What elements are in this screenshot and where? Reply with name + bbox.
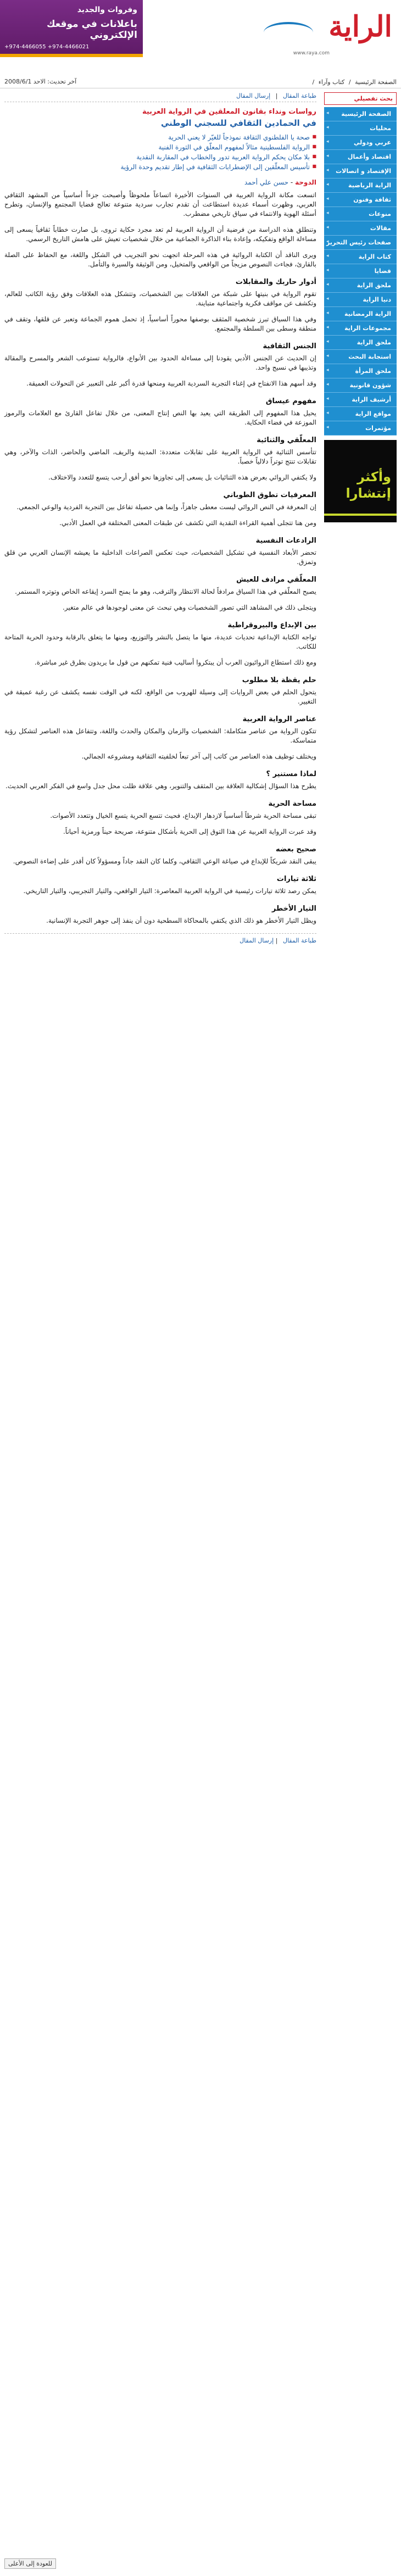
sidebar-menu [324, 107, 397, 436]
sidebar [324, 92, 397, 522]
sidebar-item-groups[interactable]: ◂ مجموعات الراية [324, 321, 397, 336]
section-title: الجنس الثقافية [263, 342, 316, 350]
breadcrumb-separator: / [348, 78, 351, 86]
sidebar-item-culture[interactable]: ◂ ثقافة وفنون [324, 193, 397, 207]
section-paragraph: يحيل هذا المفهوم إلى الطريقة التي يعيد بها النص إنتاج المعنى، من خلال تفاعل القارئ مع العلامات والرموز الموزعة في فضاء الحكاية. [4, 409, 316, 426]
sidebar-ad-text [346, 469, 391, 501]
article-summary [4, 133, 316, 171]
article-sections [4, 278, 316, 925]
sidebar-advertisement[interactable] [324, 440, 397, 522]
advanced-search-link[interactable]: بحث تفصيلي [324, 92, 397, 105]
section-paragraph: إن المعرفة في النص الروائي ليست معطى جاهزاً، وإنما هي حصيلة تفاعل بين التجربة الفردية والوعي الجمعي. [16, 503, 316, 511]
section-title: بين الإبداع والبيروقراطية [227, 621, 316, 629]
print-article-button[interactable]: طباعة المقال [282, 92, 316, 99]
sidebar-item-economy[interactable]: ◂ اقتصاد وأعمال [324, 150, 397, 164]
sidebar-item-articles[interactable]: ◂ مقالات [324, 221, 397, 236]
sidebar-ad-line-2: إنتشارا [346, 486, 391, 501]
byline-author[interactable]: حسن علي أحمد [244, 179, 289, 186]
section-paragraph: تحضر الأبعاد النفسية في تشكيل الشخصيات، حيث تعكس الصراعات الداخلية ما يعيشه الإنسان العربي من قلق وتمزق. [4, 549, 316, 566]
sidebar-item-issues[interactable]: ◂ قضايا [324, 264, 397, 278]
article-toolbar [4, 92, 316, 102]
section-title: المعلّقي مرادف للعيش [236, 576, 316, 584]
byline-city: الدوحة [295, 179, 316, 186]
sidebar-item-women[interactable]: ◂ ملحق المرأة [324, 364, 397, 378]
send-article-button[interactable]: إرسال المقال [236, 92, 271, 99]
section-paragraph: يتحول الحلم في بعض الروايات إلى وسيلة للهروب من الواقع، لكنه في الوقت نفسه يكشف عن رغبة عميقة في التغيير. [4, 688, 316, 705]
section-title: الرادعات النفسية [255, 537, 316, 545]
section-paragraph: وفي هذا السياق تبرز شخصية المثقف بوصفها محوراً أساسياً، إذ تحمل هموم الجماعة وتعبر عن قلقها، وتقف في منطقة وسطى بين السلطة والمجتمع. [4, 315, 316, 332]
section-paragraph: وقد عبرت الرواية العربية عن هذا التوق إلى الحرية بأشكال متنوعة، صريحة حيناً ورمزية أحياناً. [63, 828, 316, 835]
breadcrumb-items [310, 79, 401, 86]
article-headline: في الحمادين الثقافي للسجني الوطني [160, 118, 316, 128]
breadcrumb-separator: / [312, 78, 315, 86]
section-title: حلم يقظة بلا مطلوب [242, 676, 316, 684]
ad-stripe [0, 54, 143, 57]
section-title: المعلّقي والثنائية [257, 436, 316, 444]
toolbar-separator: | [275, 92, 278, 99]
sidebar-item-telecom[interactable]: ◂ الإقتصاد و اتصالات [324, 164, 397, 179]
sidebar-item-archive[interactable]: ◂ أرشيف الراية [324, 393, 397, 407]
article-byline [4, 179, 316, 186]
section-paragraph: يصبح المعلّقي في هذا السياق مرادفاً لحالة الانتظار والترقب، وهو ما يمنح السرد إيقاعه الخاص وتوتره المستمر. [15, 588, 316, 595]
article-kicker: رواسات ونداء بقانون المعلقين في الرواية العربية [142, 108, 316, 116]
back-to-top-button[interactable]: للعودة إلى الأعلى [4, 2558, 56, 2569]
sidebar-item-sites[interactable]: ◂ مواقع الراية [324, 407, 397, 421]
sidebar-item-editor[interactable]: ◂ صفحات رئيس التحرير [324, 236, 397, 250]
summary-item: ■ تأسيس المعلّقين إلى الإضطرابات الثقافية في إطار تقديم وحدة الرؤية [4, 163, 316, 171]
section-title: مساحة الحرية [268, 800, 316, 808]
sidebar-ad-strip [324, 514, 397, 516]
section-paragraph: إن الحديث عن الجنس الأدبي يقودنا إلى مساءلة الحدود بين الأنواع، فالرواية تستوعب الشعر والمسرح والمقالة وتذيبها في نسيج واحد. [4, 354, 316, 371]
section-paragraph: تقوم الرواية في بنيتها على شبكة من العلاقات بين الشخصيات، وتتشكل هذه العلاقات وفق رؤية الكاتب للعالم، وتكشف عن مواقف فكرية واجتماعية متباينة. [4, 290, 316, 307]
section-paragraph: تواجه الكتابة الإبداعية تحديات عديدة، منها ما يتصل بالنشر والتوزيع، ومنها ما يتعلق بالرقابة وحدود الحرية المتاحة للكاتب. [4, 633, 316, 650]
ad-main-line: باعلانات في موقعك الإلكتروني [46, 19, 137, 41]
toolbar-separator: | [275, 937, 278, 944]
article-bottom-toolbar [4, 933, 316, 944]
section-paragraph: يطرح هذا السؤال إشكالية العلاقة بين المثقف والتنوير، وهي علاقة ظلت محل جدل واسع في الفكر العربي الحديث. [5, 782, 316, 790]
sidebar-item-writers[interactable]: ◂ كتاب الراية [324, 250, 397, 264]
ad-phone-numbers: +974-4466055 +974-4466021 [4, 44, 90, 50]
article-paragraph: وتنطلق هذه الدراسة من فرضية أن الرواية العربية لم تعد مجرد حكاية تروى، بل صارت خطاباً ثقافياً يسعى إلى مساءلة الواقع وتفكيكه، وإعادة بناء الذاكرة الجماعية من خلال شخصيات تعيش على هامش التاريخ الرسمي. [4, 226, 316, 243]
section-title: مفهوم عيساق [265, 397, 316, 405]
section-title: التيار الأخطر [271, 905, 316, 913]
section-paragraph: ومن هنا تتجلى أهمية القراءة النقدية التي تكشف عن طبقات المعنى المختلفة في العمل الأدبي. [59, 519, 316, 527]
article-paragraph: ويرى الناقد أن الكتابة الروائية في هذه المرحلة اتجهت نحو التجريب في الشكل واللغة، مع الحفاظ على الصلة بالقارئ، فجاءت النصوص مزيجاً من الواقعي والمتخيل، ومن الوثيقة والسيرة والتأمل. [4, 251, 316, 268]
send-article-button-bottom[interactable]: إرسال المقال [240, 937, 274, 944]
sidebar-item-world-raya[interactable]: ◂ دنيا الراية [324, 293, 397, 307]
section-paragraph: ولا يكتفي الروائي بعرض هذه الثنائيات بل يسعى إلى تجاوزها نحو أفق أرحب يتسع للتعدد والاختلاف. [48, 473, 316, 481]
section-paragraph: تبقى مساحة الحرية شرطاً أساسياً لازدهار الإبداع، فحيث تتسع الحرية يتسع الخيال وتتعدد الأصوات. [50, 812, 316, 819]
section-paragraph: تتكون الرواية من عناصر متكاملة: الشخصيات والزمان والمكان والحدث واللغة، وتتفاعل هذه العناصر لتشكل رؤية متماسكة. [4, 727, 316, 744]
section-paragraph: وقد أسهم هذا الانفتاح في إغناء التجربة السردية العربية ومنحها قدرة أكبر على التعبير عن التحولات العميقة. [26, 380, 316, 387]
sidebar-item-sports[interactable]: ◂ الراية الرياضية [324, 179, 397, 193]
logo[interactable] [203, 0, 401, 57]
sidebar-item-legal[interactable]: ◂ شؤون قانونية [324, 378, 397, 393]
section-title: عناصر الرواية العربية [242, 715, 316, 723]
site-header [0, 0, 401, 65]
last-update-date: آخر تحديث: الاحد 2008/6/1 [4, 78, 77, 85]
section-title: أدوار حاربك والمقابلات [235, 278, 316, 286]
sidebar-item-search[interactable]: ◂ استجابة البحث [324, 350, 397, 364]
sidebar-item-local[interactable]: ◂ محليات [324, 121, 397, 136]
section-paragraph: تتأسس الثنائية في الرواية العربية على تقابلات متعددة: المدينة والريف، الماضي والحاضر، الذات والآخر، وهي تقابلات تنتج توتراً دلالياً خصباً. [4, 448, 316, 465]
summary-item: ■ بلا مكان يحكم الرواية العربية تدور والخطاب في المقاربة النقدية [4, 153, 316, 161]
sidebar-ad-line-1: وأكثر [357, 469, 391, 484]
sidebar-item-home[interactable]: ◂ الصفحة الرئيسية [324, 107, 397, 121]
breadcrumb-home[interactable]: الصفحة الرئيسية [355, 78, 397, 86]
section-paragraph: ويتجلى ذلك في المشاهد التي تصور الشخصيات وهي تبحث عن معنى لوجودها في عالم متغير. [62, 604, 316, 611]
summary-item: ■ الرواية الفلسطينية مثالاً لمفهوم المعلّق في الثورة الفنية [4, 143, 316, 151]
section-paragraph: يبقى النقد شريكاً للإبداع في صياغة الوعي الثقافي، وكلما كان النقد جاداً ومسؤولاً كان أقدر على إضاءة النصوص. [13, 857, 316, 865]
sidebar-item-supplement-2[interactable]: ◂ ملحق الراية [324, 336, 397, 350]
print-article-button-bottom[interactable]: طباعة المقال [282, 937, 316, 944]
sidebar-item-world[interactable]: ◂ عربي ودولي [324, 136, 397, 150]
section-title: المعرفيات تطوق الطوباني [223, 491, 316, 499]
section-paragraph: يمكن رصد ثلاثة تيارات رئيسية في الرواية العربية المعاصرة: التيار الواقعي، والتيار التجريبي، والتيار التاريخي. [23, 887, 316, 895]
logo-title: الراية [328, 10, 392, 43]
article [4, 92, 316, 944]
section-paragraph: ومع ذلك استطاع الروائيون العرب أن يبتكروا أساليب فنية تمكنهم من قول ما يريدون بطرق غير مباشرة. [34, 659, 316, 666]
section-paragraph: ويظل التيار الأخطر هو ذلك الذي يكتفي بالمحاكاة السطحية دون أن ينفذ إلى جوهر التجربة الإنسانية. [46, 917, 316, 924]
logo-url: www.raya.com [293, 51, 330, 56]
section-title: ثلاثة تيارات [276, 875, 316, 883]
ad-top-line: وفروات والجديد [77, 5, 137, 14]
header-advertisement[interactable] [0, 0, 143, 57]
summary-item: ■ صحة يا الفلطنوي الثقافة نموذجاً للغيّر لا يعني الحرية [4, 133, 316, 141]
byline-separator: - [290, 179, 293, 186]
sidebar-item-conferences[interactable]: ◂ مؤتمرات [324, 421, 397, 436]
section-title: لماذا مستنير ؟ [266, 770, 316, 778]
breadcrumb [0, 76, 401, 88]
article-paragraph: اتسعت مكانة الرواية العربية في السنوات الأخيرة اتساعاً ملحوظاً وأصبحت جزءاً أساسياً من المشهد الثقافي العربي، وظهرت أسماء عديدة استطاعت أن تقدم تجارب سردية متنوعة تعالج قضايا المجتمع والإنسان، وتطرح أسئلة الهوية والانتماء في سياق تاريخي مضطرب. [4, 191, 316, 218]
section-title: صحيح بعضه [275, 845, 316, 854]
sidebar-item-ramadan[interactable]: ◂ الراية الرمضانية [324, 307, 397, 321]
logo-swoosh-icon [264, 22, 313, 43]
sidebar-item-misc[interactable]: ◂ منوعات [324, 207, 397, 221]
sidebar-item-supplement[interactable]: ◂ ملحق الراية [324, 278, 397, 293]
section-paragraph: ويختلف توظيف هذه العناصر من كاتب إلى آخر تبعاً لخلفيته الثقافية ومشروعه الجمالي. [81, 752, 316, 760]
breadcrumb-section[interactable]: كتاب وآراء [318, 78, 345, 86]
